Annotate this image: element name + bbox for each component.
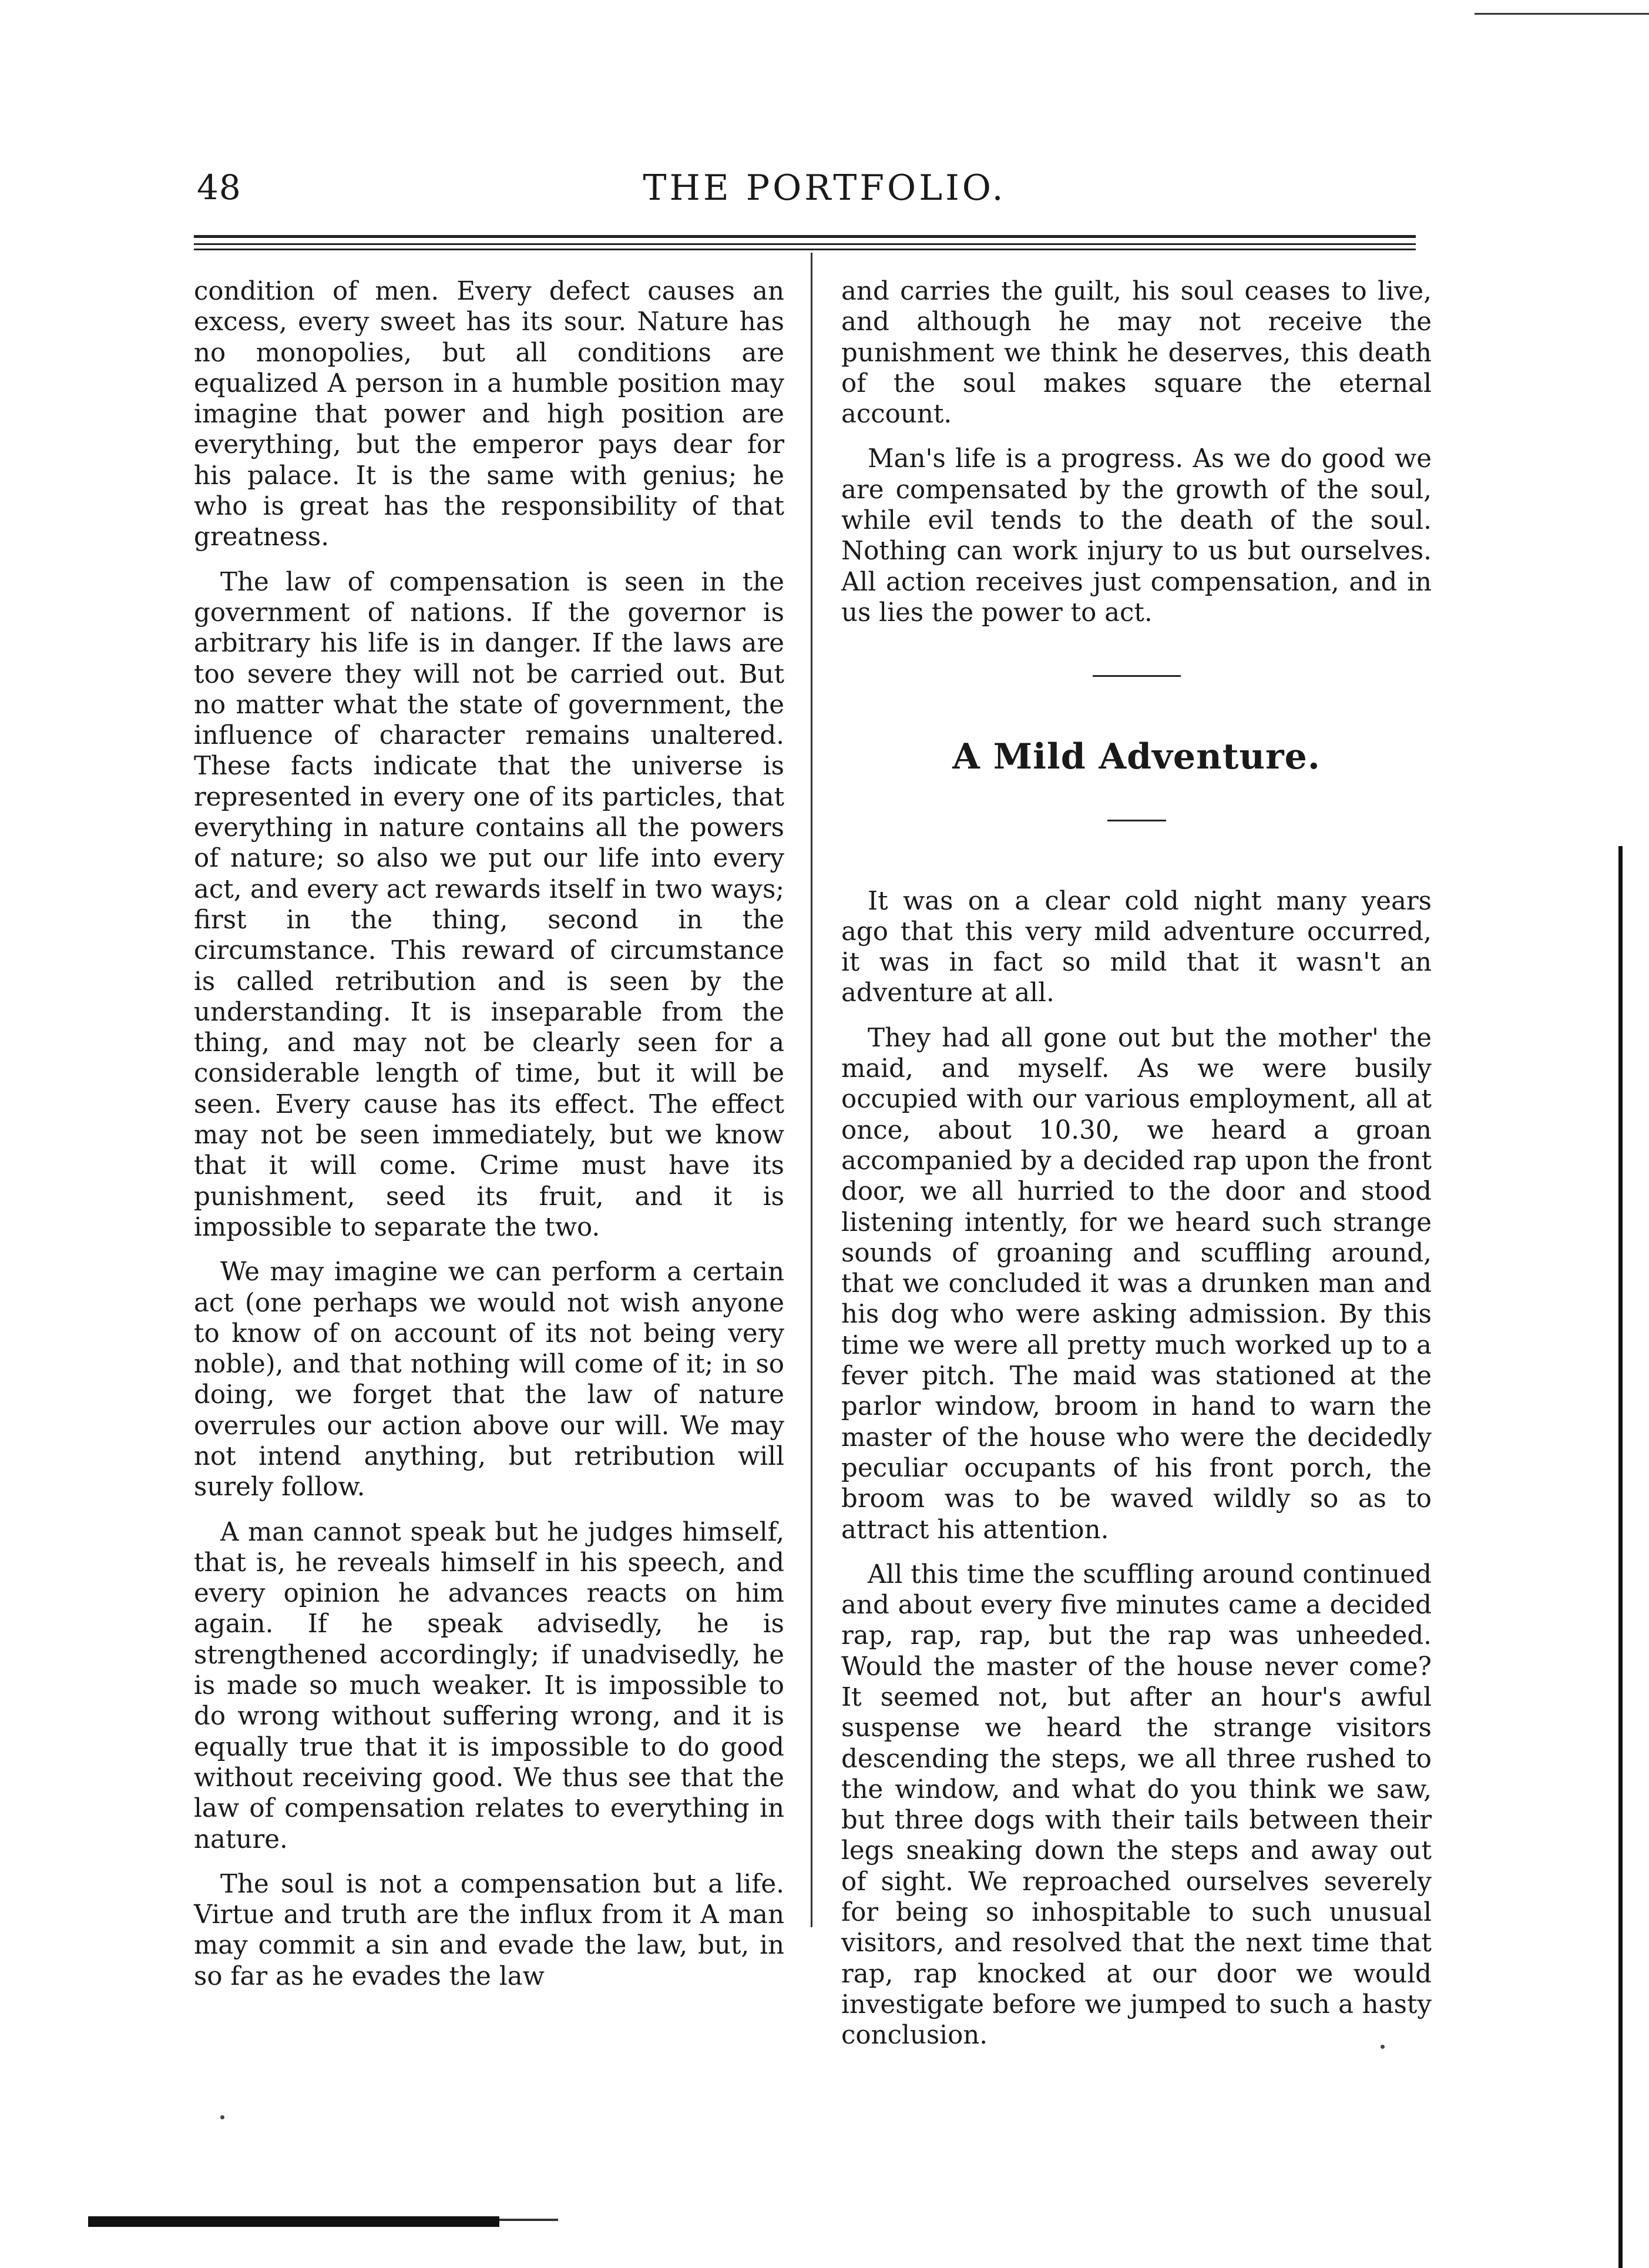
column-divider xyxy=(811,253,812,1927)
scan-edge-bar xyxy=(88,2216,499,2227)
scan-speck xyxy=(1381,2045,1385,2049)
paragraph: It was on a clear cold night many years ago that this very mild adventure occurred, it was in fact so mild that it wasn't an adventure at all. xyxy=(841,886,1432,1008)
left-column xyxy=(194,276,784,2006)
section-separator xyxy=(1093,675,1181,677)
page-number: 48 xyxy=(197,167,241,207)
paragraph: A man cannot speak but he judges himself, that is, he reveals himself in his speech, and every opinion he advances reacts on him again. If he speak advisedly, he is strengthened accordingly; if unadvisedly, he is made so much weaker. It is impossible to do wrong without suffering wrong, and it is equally true that it is impossible to do good without receiving good. We thus see that the law of compensation relates to everything in nature. xyxy=(194,1517,784,1854)
paragraph: and carries the guilt, his soul ceases to live, and although he may not receive the punishment we think he deserves, this death of the soul makes square the eternal account. xyxy=(841,277,1432,430)
paragraph: All this time the scuffling around continued and about every five minutes came a decided rap, rap, rap, but the rap was unheeded. Would the master of the house never come? It seemed not, but after an hour's awful suspense we heard the strange visitors descending the steps, we all three rushed to the window, and what do you think we saw, but three dogs with their tails between their legs sneaking down the steps and away out of sight. We reproached ourselves severely for being so inhospitable to such unusual visitors, and resolved that the next time that rap, rap knocked at our door we would investigate before we jumped to such a hasty conclusion. xyxy=(841,1559,1432,2051)
scan-edge-line xyxy=(1475,13,1649,15)
header-rule xyxy=(194,235,1416,238)
article-title: A Mild Adventure. xyxy=(952,736,1321,778)
right-column xyxy=(841,276,1432,2065)
scan-edge-bar xyxy=(499,2219,558,2221)
paragraph: We may imagine we can perform a certain act (one perhaps we would not wish anyone to know of on account of its not being very noble), and that nothing will come of it; in so doing, we forget that the law of nature overrules our action above our will. We may not intend anything, but retribution will surely follow. xyxy=(194,1257,784,1502)
header-rule xyxy=(194,249,1416,250)
header-rule xyxy=(194,243,1416,245)
scan-edge-line xyxy=(1618,846,1623,2268)
title-separator xyxy=(1107,820,1166,821)
running-head: THE PORTFOLIO. xyxy=(643,167,1006,209)
paragraph: condition of men. Every defect causes an excess, every sweet has its sour. Nature has no monopolies, but all conditions are equalized A person in a humble position may imagine that power and high position are everything, but the emperor pays dear for his palace. It is the same with genius; he who is great has the responsibility of that greatness. xyxy=(194,277,784,552)
paragraph: The law of compensation is seen in the government of nations. If the governor is arbitrary his life is in danger. If the laws are too severe they will not be carried out. But no matter what the state of government, the influence of character remains unaltered. These facts indicate that the universe is represented in every one of its particles, that everything in nature contains all the powers of nature; so also we put our life into every act, and every act rewards itself in two ways; first in the thing, second in the circumstance. This reward of circumstance is called retribution and is seen by the understanding. It is inseparable from the thing, and may not be clearly seen for a considerable length of time, but it will be seen. Every cause has its effect. The effect may not be seen immediately, but we know that it will come. Crime must have its punishment, seed its fruit, and it is impossible to separate the two. xyxy=(194,567,784,1242)
scan-speck xyxy=(220,2115,224,2119)
paragraph: They had all gone out but the mother' the maid, and myself. As we were busily occupied with our various employment, all at once, about 10.30, we heard a groan accompanied by a decided rap upon the front door, we all hurried to the door and stood listening intently, for we heard such strange sounds of groaning and scuffling around, that we concluded it was a drunken man and his dog who were asking admission. By this time we were all pretty much worked up to a fever pitch. The maid was stationed at the parlor window, broom in hand to warn the master of the house who were the decidedly peculiar occupants of his front porch, the broom was to be waved wildly so as to attract his attention. xyxy=(841,1023,1432,1545)
paragraph: The soul is not a compensation but a life. Virtue and truth are the influx from it A man may commit a sin and evade the law, but, in so far as he evades the law xyxy=(194,1869,784,1991)
paragraph: Man's life is a progress. As we do good we are compensated by the growth of the soul, while evil tends to the death of the soul. Nothing can work injury to us but ourselves. All action receives just compensation, and in us lies the power to act. xyxy=(841,444,1432,628)
